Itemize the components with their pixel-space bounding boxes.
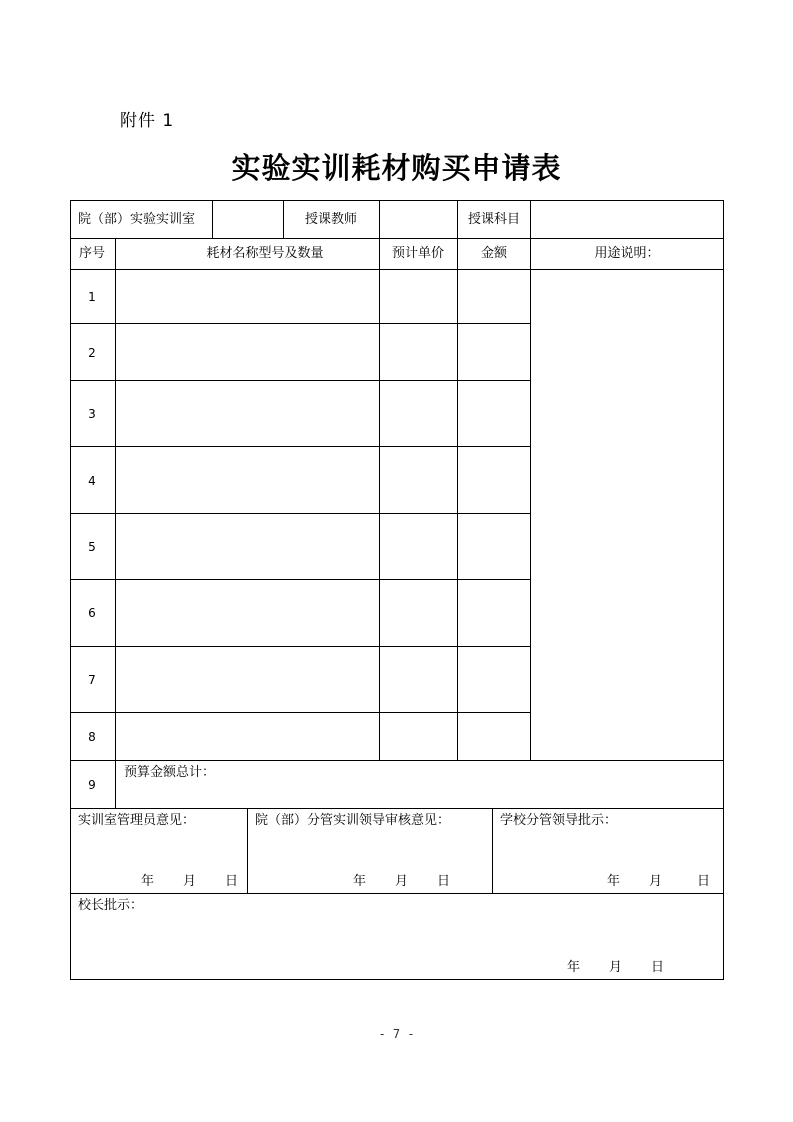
page-title: 实验实训耗材购买申请表: [231, 151, 562, 185]
president-approval-label: 校长批示：: [78, 898, 144, 913]
dept-leader-date-day: 日: [437, 874, 451, 889]
row-1-no: 1: [88, 290, 96, 304]
president-date-month: 月: [609, 960, 623, 975]
president-date-day: 日: [651, 960, 665, 975]
manager-date-day: 日: [225, 874, 239, 889]
row-6-no: 6: [88, 606, 96, 620]
col-name-header: 耗材名称型号及数量: [206, 246, 324, 261]
manager-date-month: 月: [183, 874, 197, 889]
manager-date-year: 年: [141, 874, 155, 889]
row-7-no: 7: [88, 673, 96, 687]
row-8-no: 8: [88, 730, 96, 744]
school-leader-date-month: 月: [649, 874, 663, 889]
row-4-no: 4: [88, 474, 96, 488]
col-amount-header: 金额: [480, 246, 508, 261]
attachment-label: 附件 1: [120, 111, 175, 131]
page-number: - 7 -: [378, 1027, 415, 1041]
dept-leader-date-month: 月: [395, 874, 409, 889]
president-date-year: 年: [567, 960, 581, 975]
col-unit-price-header: 预计单价: [391, 246, 445, 261]
dept-leader-date-year: 年: [353, 874, 367, 889]
dept-leader-opinion-label: 院（部）分管实训领导审核意见：: [255, 813, 451, 828]
col-purpose-header: 用途说明：: [594, 246, 660, 261]
row-5-no: 5: [88, 540, 96, 554]
application-form-table: [70, 200, 724, 980]
teacher-label: 授课教师: [304, 212, 358, 227]
col-no-header: 序号: [78, 246, 106, 261]
row-2-no: 2: [88, 346, 96, 360]
dept-lab-label: 院（部）实验实训室: [78, 212, 196, 227]
school-leader-date-day: 日: [697, 874, 711, 889]
school-leader-approval-label: 学校分管领导批示：: [500, 813, 618, 828]
row-9-no: 9: [88, 778, 96, 792]
subject-label: 授课科目: [467, 212, 521, 227]
row-3-no: 3: [88, 407, 96, 421]
manager-opinion-label: 实训室管理员意见：: [78, 813, 196, 828]
school-leader-date-year: 年: [607, 874, 621, 889]
budget-total-label: 预算金额总计：: [124, 765, 216, 780]
